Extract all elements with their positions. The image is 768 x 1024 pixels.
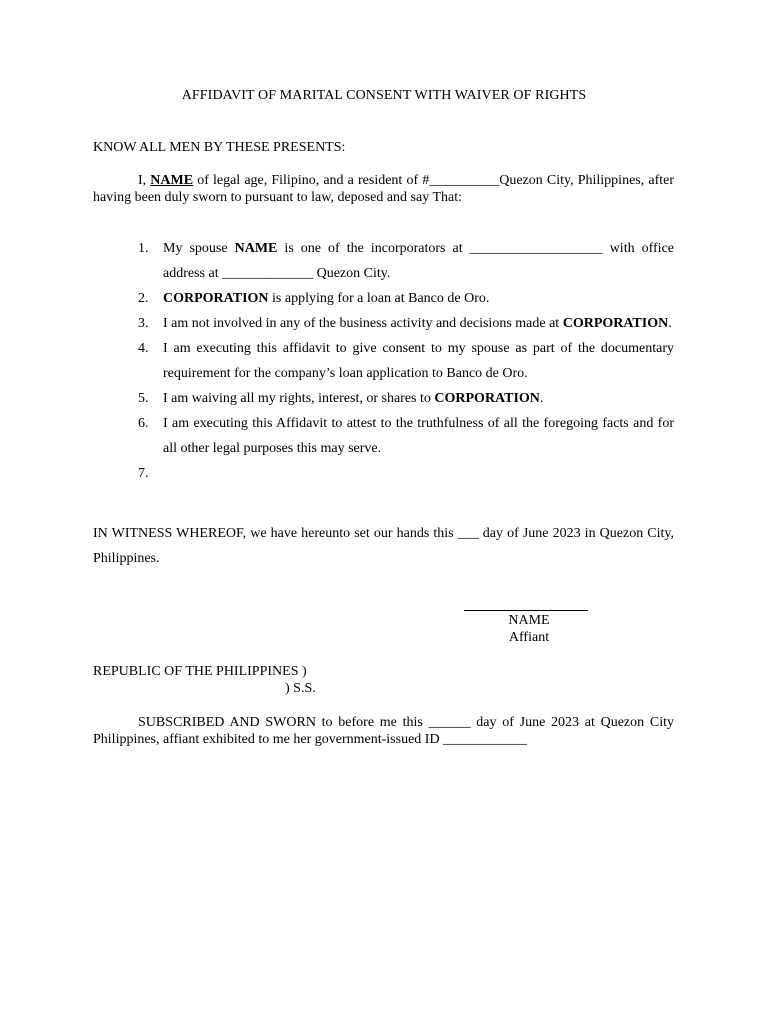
signature-line [464, 598, 588, 611]
witness-paragraph: IN WITNESS WHEREOF, we have hereunto set our hands this ___ day of June 2023 in Quezon City, Philippines. [93, 526, 674, 566]
list-item-bold: CORPORATION [434, 391, 540, 406]
list-item [93, 311, 674, 336]
list-item-bold: NAME [234, 241, 278, 256]
list-item-text: My spouse [163, 241, 235, 256]
list-item-bold: CORPORATION [163, 291, 269, 306]
list-item [93, 236, 674, 286]
signatory-role: Affiant [508, 630, 550, 645]
list-item-text: I am executing this Affidavit to attest to the truthfulness of all the foregoing facts and for all other legal purposes this may serve. [163, 416, 674, 456]
list-item-text: I am not involved in any of the business activity and decisions made at [163, 316, 563, 331]
list-item [93, 336, 674, 386]
intro-pre: I, [138, 173, 151, 188]
list-item-bold: CORPORATION [562, 316, 669, 331]
signatory-name: NAME [508, 613, 550, 628]
document-title: AFFIDAVIT OF MARITAL CONSENT WITH WAIVER OF RIGHTS [181, 88, 587, 103]
intro-name: NAME [150, 173, 194, 188]
intro-paragraph [93, 172, 674, 206]
list-item-text: I am waiving all my rights, interest, or shares to [163, 391, 435, 406]
list-item-number: 5. [138, 391, 149, 406]
venue-ss: ) S.S. [285, 681, 316, 696]
list-item-text: I am executing this affidavit to give consent to my spouse as part of the documentary requirement for the company’s loan application to Banco de Oro. [163, 341, 674, 381]
list-item-text: is applying for a loan at Banco de Oro. [268, 291, 490, 306]
venue-republic: REPUBLIC OF THE PHILIPPINES ) [93, 664, 307, 679]
intro-post: of legal age, Filipino, and a resident of #__________Quezon City, Philippines, after having been duly sworn to pursuant to law, deposed and say That: [93, 173, 674, 205]
numbered-list [93, 236, 675, 481]
list-item-text: is one of the incorporators at ___________________ with office address at _____________ Quezon City. [163, 241, 675, 281]
list-item [93, 386, 674, 411]
list-item [93, 286, 674, 311]
list-item-number: 2. [138, 291, 149, 306]
know-all-heading: KNOW ALL MEN BY THESE PRESENTS: [93, 140, 346, 155]
list-item-number: 7. [138, 466, 149, 481]
list-item-number: 1. [138, 241, 149, 256]
list-item-number: 6. [138, 416, 149, 431]
list-item-text: . [539, 391, 544, 406]
list-item-number: 4. [138, 341, 149, 356]
list-item-number: 3. [138, 316, 149, 331]
list-item [93, 411, 674, 461]
list-item-text: . [668, 316, 672, 331]
jurat-paragraph: SUBSCRIBED AND SWORN to before me this ______ day of June 2023 at Quezon City Philippines, affiant exhibited to me her government-issued ID ____________ [93, 715, 674, 747]
